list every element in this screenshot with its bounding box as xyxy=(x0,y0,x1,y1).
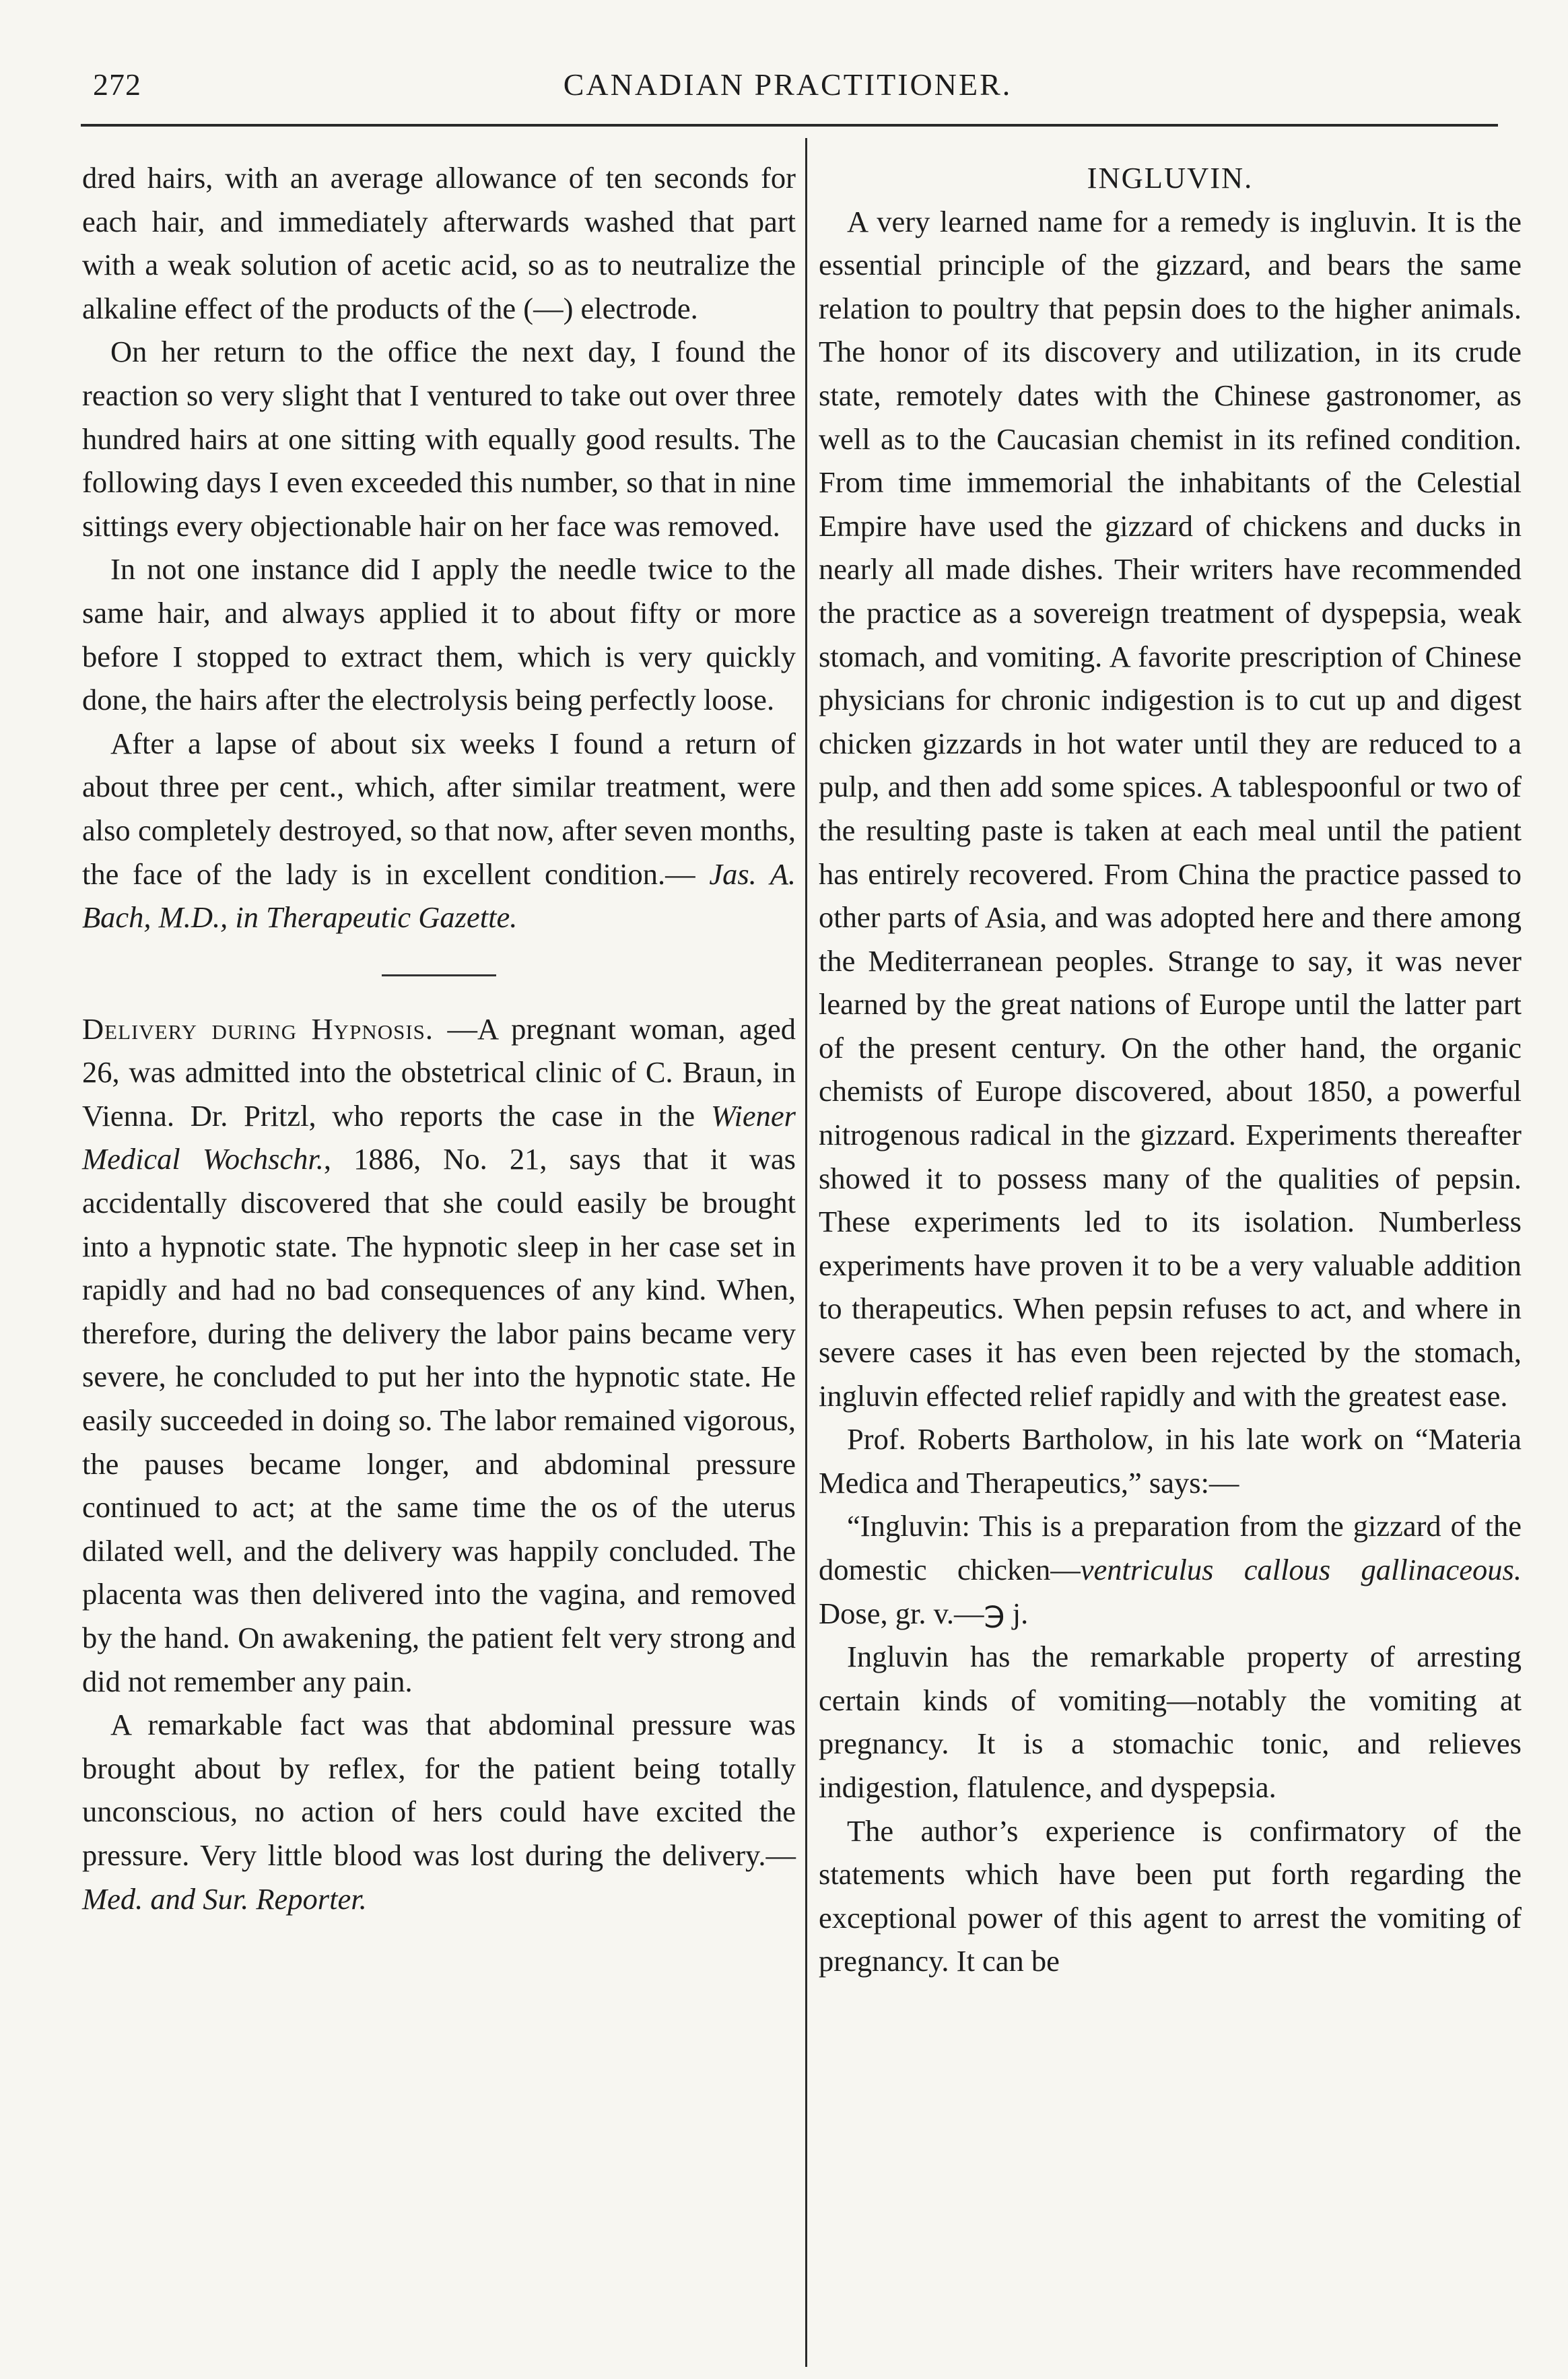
delivery-paragraph-2-text: A remarkable fact was that abdominal pressure was brought about by reflex, for the patient being totally unconscious, no action of hers could have excited the pressure. Very little blood was lost during the delivery.— xyxy=(82,1708,796,1872)
delivery-text-b: , 1886, No. 21, says that it was accidentally discovered that she could easily be brought into a hypnotic state. The hypnotic sleep in her case set in rapidly and had no bad consequences of any kind. When, therefore, during the delivery the labor pains became very severe, he concluded to put her into the hypnotic state. He easily succeeded in doing so. The labor remained vigorous, the pauses became longer, and abdominal pressure continued to act; at the same time the os of the uterus dilated well, and the delivery was happily concluded. The placenta was then delivered into the vagina, and removed by the hand. On awakening, the patient felt very strong and did not remember any pain. xyxy=(82,1142,796,1698)
article-separator xyxy=(382,974,496,976)
ingluvin-quote xyxy=(819,1504,1522,1635)
delivery-paragraph-1 xyxy=(82,1007,796,1704)
ingluvin-paragraph-4: Ingluvin has the remarkable property of arresting certain kinds of vomiting—notably the vomiting at pregnancy. It is a stomachic tonic, and relieves indigestion, flatulence, and dyspepsia. xyxy=(819,1640,1522,1804)
ingluvin-paragraph-5: The author’s experience is confirmatory of the statements which have been put forth regarding the exceptional power of this agent to arrest the vomiting of pregnancy. It can be xyxy=(819,1813,1522,1978)
article-citation: Jas. A. Bach, M.D., in Therapeutic Gazette. xyxy=(82,857,796,935)
page-number: 272 xyxy=(93,67,141,102)
delivery-text-a: —A pregnant woman, aged 26, was admitted into the obstetrical clinic of C. Braun, in Vienna. Dr. Pritzl, who reports the case in the xyxy=(82,1011,796,1133)
delivery-citation: Med. and Sur. Reporter. xyxy=(82,1881,367,1916)
column-divider xyxy=(805,138,807,2367)
quote-text-a: “Ingluvin: This is a preparation from the gizzard of the domestic chicken— xyxy=(819,1509,1522,1586)
header-rule xyxy=(81,124,1498,127)
ingluvin-title: INGLUVIN. xyxy=(1087,161,1254,195)
right-column xyxy=(819,156,1522,1983)
delivery-paragraph-2 xyxy=(82,1703,796,1920)
running-title: CANADIAN PRACTITIONER. xyxy=(563,67,1013,102)
left-paragraph-4 xyxy=(82,722,796,939)
quote-latin: ventriculus callous gallinaceous. xyxy=(1080,1553,1522,1586)
left-paragraph-1: dred hairs, with an average allowance of ten seconds for each hair, and immediately afterwards washed that part with a weak solution of acetic acid, so as to neutralize the alkaline effect of the products of the (—) electrode. xyxy=(82,161,796,325)
left-paragraph-2: On her return to the office the next day, I found the reaction so very slight that I ventured to take out over three hundred hairs at one sitting with equally good results. The following days I even exceeded this number, so that in nine sittings every objectionable hair on her face was removed. xyxy=(82,335,796,543)
delivery-title: Delivery during Hypnosis. xyxy=(82,1011,434,1046)
left-column xyxy=(82,156,796,1920)
left-paragraph-4-text: After a lapse of about six weeks I found a return of about three per cent., which, after similar treatment, were also completely destroyed, so that now, after seven months, the face of the lady is in excellent condition.— xyxy=(82,726,796,891)
ingluvin-paragraph-2: Prof. Roberts Bartholow, in his late work on “Materia Medica and Therapeutics,” says:— xyxy=(819,1422,1522,1500)
ingluvin-paragraph-1: A very learned name for a remedy is ingluvin. It is the essential principle of the gizzard, and bears the same relation to poultry that pepsin does to the higher animals. The honor of its discovery and utilization, in its crude state, remotely dates with the Chinese gastronomer, as well as to the Caucasian chemist in its refined condition. From time immemorial the inhabitants of the Celestial Empire have used the gizzard of chickens and ducks in nearly all made dishes. Their writers have recommended the practice as a sovereign treatment of dyspepsia, weak stomach, and vomiting. A favorite prescription of Chinese physicians for chronic indigestion is to cut up and digest chicken gizzards in hot water until they are reduced to a pulp, and then add some spices. A tablespoonful or two of the resulting paste is taken at each meal until the patient has entirely recovered. From China the practice passed to other parts of Asia, and was adopted here and there among the Mediterranean peoples. Strange to say, it was never learned by the great nations of Europe until the latter part of the present century. On the other hand, the organic chemists of Europe discovered, about 1850, a powerful nitrogenous radical in the gizzard. Experiments thereafter showed it to possess many of the qualities of pepsin. These experiments led to its isolation. Numberless experiments have proven it to be a very valuable addition to therapeutics. When pepsin refuses to act, and where in severe cases it has even been rejected by the stomach, ingluvin effected relief rapidly and with the greatest ease. xyxy=(819,204,1522,1413)
quote-text-b: Dose, gr. v.—℈ j. xyxy=(819,1596,1029,1630)
delivery-journal: Wiener Medical Wochschr. xyxy=(82,1098,796,1176)
page-header xyxy=(81,64,1495,125)
left-paragraph-3: In not one instance did I apply the needle twice to the same hair, and always applied it to about fifty or more before I stopped to extract them, which is very quickly done, the hairs after the electrolysis being perfectly loose. xyxy=(82,552,796,717)
